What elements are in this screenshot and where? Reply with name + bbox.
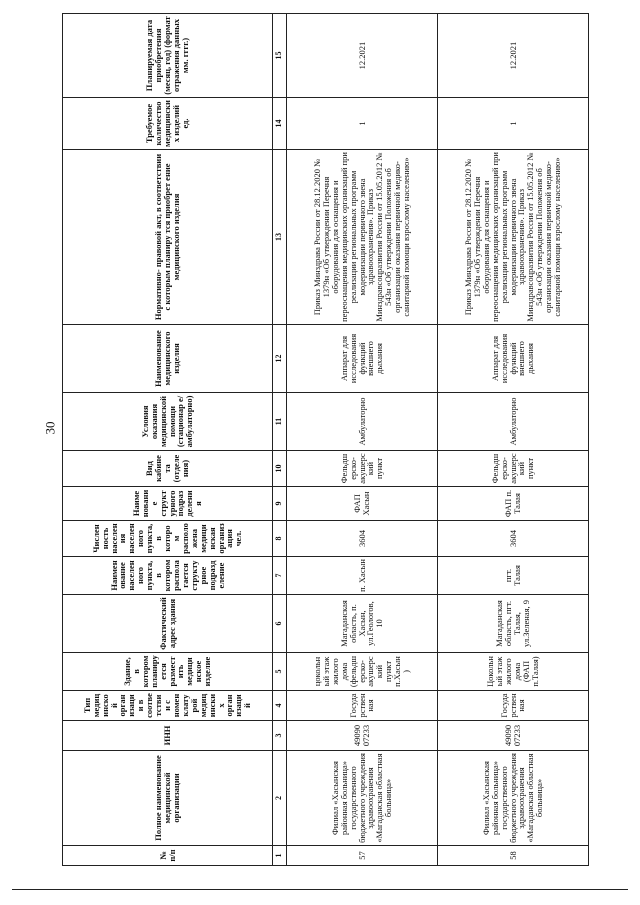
column-index: 13 (273, 150, 287, 325)
header-cell: Вид кабинета (отделения) (63, 451, 273, 487)
planned-date: 12.2021 (438, 14, 589, 98)
population-count: 3604 (287, 521, 438, 557)
page-number: 30 (42, 421, 58, 435)
bottom-divider (12, 889, 628, 890)
required-quantity: 1 (287, 98, 438, 150)
table-row (438, 14, 589, 866)
column-index: 5 (273, 653, 287, 691)
header-cell: Нормативно- правовой акт, в соответствии с которым планиру тся приобрет ение медицинского изделия (63, 150, 273, 325)
equipment-registry-table (62, 13, 589, 866)
legal-act: Приказ Минздрава России от 28.12.2020 № 1379н «Об утверждении Перечня оборудования для оснащения и переоснащения медицинских организаций при реализации региональных программ модернизации первичного звена здравоохранения». Приказ Минздравсоцразвития России от 15.05.2012 № 543н «Об утверждении Положения об организации оказания первичной медико-санитарной помощи взрослому населению» (438, 150, 589, 325)
document-body (62, 14, 589, 866)
header-cell: Планируемая дата приобретения (месяц, год) (формат отражения данных мм. гггг.) (63, 14, 273, 98)
header-cell: Требуемое количество медицинских изделий ед. (63, 98, 273, 150)
subdivision-name: ФАП Хасын (287, 487, 438, 521)
column-index: 8 (273, 521, 287, 557)
inn-value: 4909007233 (438, 721, 589, 751)
column-index: 2 (273, 751, 287, 846)
column-index-row (273, 14, 287, 866)
cabinet-type: Фельдшерско-акушерский пункт (287, 451, 438, 487)
locality-name: пгт. Талая (438, 557, 589, 595)
building-description: цокольный этаж жилого дома (фельдшерско-акушерский пункт п.Хасын) (287, 653, 438, 691)
table-header-row (63, 14, 273, 866)
header-cell: № п/п (63, 846, 273, 866)
column-index: 3 (273, 721, 287, 751)
column-index: 15 (273, 14, 287, 98)
header-cell: Полное наименование медицинской организации (63, 751, 273, 846)
header-cell: ИНН (63, 721, 273, 751)
header-cell: Численность населения населенного пункта, в котором расположена медицинская организация чел. (63, 521, 273, 557)
population-count: 3604 (438, 521, 589, 557)
care-conditions: Амбулаторно (287, 393, 438, 451)
header-cell: Условия оказания медицинской помощи (стационар е/амбулаторно) (63, 393, 273, 451)
actual-address: Магаданская область, пгт. Талая, ул.Зеленая, 9 (438, 595, 589, 653)
organization-type: Государственная (438, 691, 589, 721)
subdivision-name: ФАП п. Талая (438, 487, 589, 521)
organization-type: Государственная (287, 691, 438, 721)
row-number: 57 (287, 846, 438, 866)
table-row (287, 14, 438, 866)
inn-value: 4909007233 (287, 721, 438, 751)
device-name: Аппарат для исследования функций внешнего дыхания (438, 325, 589, 393)
header-cell: Здание, в котором планируется разместить медицинское изделие (63, 653, 273, 691)
column-index: 1 (273, 846, 287, 866)
actual-address: Магаданская область, п. Хасын, ул.Геологов, 10 (287, 595, 438, 653)
column-index: 14 (273, 98, 287, 150)
column-index: 7 (273, 557, 287, 595)
column-index: 4 (273, 691, 287, 721)
column-index: 9 (273, 487, 287, 521)
column-index: 10 (273, 451, 287, 487)
device-name: Аппарат для исследования функций внешнего дыхания (287, 325, 438, 393)
column-index: 6 (273, 595, 287, 653)
row-number: 58 (438, 846, 589, 866)
organization-name: Филиал «Хасынская районная больница» государственного бюджетного учреждения здравоохранения «Магаданская областная больница» (287, 751, 438, 846)
legal-act: Приказ Минздрава России от 28.12.2020 № 1379н «Об утверждении Перечня оборудования для оснащения и переоснащения медицинских организаций при реализации региональных программ модернизации первичного звена здравоохранения». Приказ Минздравсоцразвития России от 15.05.2012 № 543н «Об утверждении Положения об организации оказания первичной медико-санитарной помощи взрослому населению» (287, 150, 438, 325)
required-quantity: 1 (438, 98, 589, 150)
organization-name: Филиал «Хасынская районная больница» государственного бюджетного учреждения здравоохранения «Магаданская областная больница» (438, 751, 589, 846)
planned-date: 12.2021 (287, 14, 438, 98)
rotated-page (62, 14, 589, 866)
care-conditions: Амбулаторно (438, 393, 589, 451)
header-cell: Фактический адрес здания (63, 595, 273, 653)
locality-name: п. Хасын (287, 557, 438, 595)
header-cell: Наименование населенного пункта, в котором располагается структурное подразделение (63, 557, 273, 595)
column-index: 11 (273, 393, 287, 451)
header-cell: Наименование структурного подразделения (63, 487, 273, 521)
column-index: 12 (273, 325, 287, 393)
building-description: Цокольный этаж жилого дома (ФАП п.Талая) (438, 653, 589, 691)
header-cell: Наименование медицинского изделия (63, 325, 273, 393)
header-cell: Тип медицинской организации в соответствии с номенклатурой медицинских организаций (63, 691, 273, 721)
cabinet-type: Фельдшерско-акушерский пункт (438, 451, 589, 487)
